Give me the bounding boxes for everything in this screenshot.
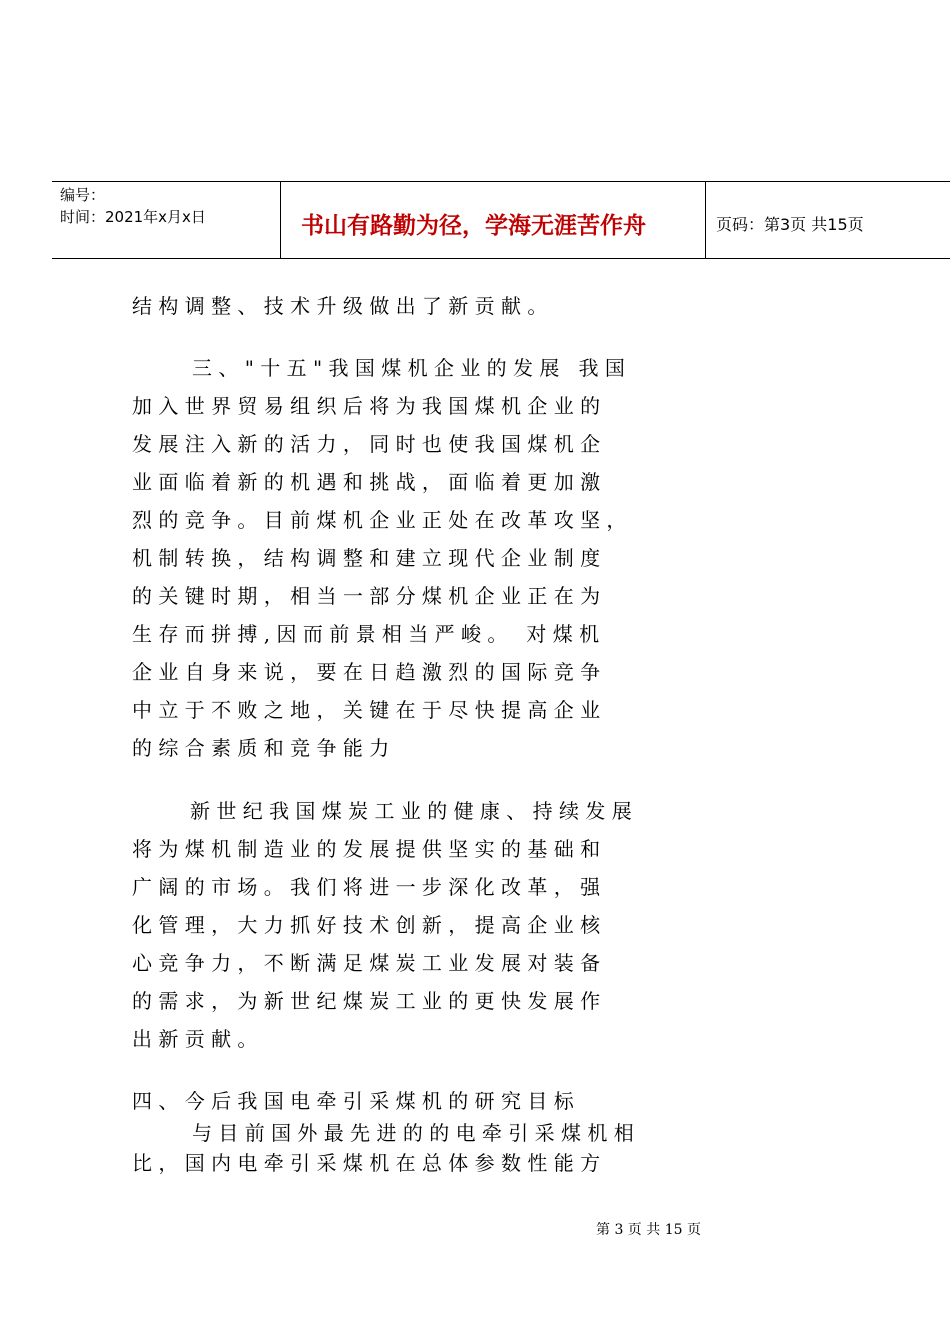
body-line: 加 入 世 界 贸 易 组 织 后 将 为 我 国 煤 机 企 业 的	[132, 394, 601, 418]
header-info-cell	[52, 182, 281, 258]
header-motto: 书山有路勤为径，学海无涯苦作舟	[301, 213, 646, 239]
body-line: 烈 的 竞 争 。 目 前 煤 机 企 业 正 处 在 改 革 攻 坚 ，	[132, 508, 627, 532]
body-line: 的 综 合 素 质 和 竞 争 能 力	[132, 736, 390, 760]
body-line: 机 制 转 换 ， 结 构 调 整 和 建 立 现 代 企 业 制 度	[132, 546, 601, 570]
body-line: 中 立 于 不 败 之 地 ， 关 键 在 于 尽 快 提 高 企 业	[132, 698, 601, 722]
body-line: 发 展 注 入 新 的 活 力 ， 同 时 也 使 我 国 煤 机 企	[132, 432, 601, 456]
body-line: 比 ， 国 内 电 牵 引 采 煤 机 在 总 体 参 数 性 能 方	[132, 1151, 601, 1175]
body-line: 与 目 前 国 外 最 先 进 的 的 电 牵 引 采 煤 机 相	[192, 1121, 634, 1145]
body-line: 结 构 调 整 、 技 术 升 级 做 出 了 新 贡 献 。	[132, 294, 548, 318]
body-line: 出 新 贡 献 。	[132, 1027, 258, 1051]
body-line: 业 面 临 着 新 的 机 遇 和 挑 战 ， 面 临 着 更 加 激	[132, 470, 601, 494]
body-line: 将 为 煤 机 制 造 业 的 发 展 提 供 坚 实 的 基 础 和	[132, 837, 601, 861]
document-number-label: 编号：	[60, 186, 106, 204]
body-line: 广 阔 的 市 场 。 我 们 将 进 一 步 深 化 改 革 ， 强	[132, 875, 601, 899]
document-header	[52, 181, 950, 259]
header-motto-cell	[281, 182, 706, 258]
body-line: 的 需 求 ， 为 新 世 纪 煤 炭 工 业 的 更 快 发 展 作	[132, 989, 601, 1013]
section-heading: 四 、 今 后 我 国 电 牵 引 采 煤 机 的 研 究 目 标	[132, 1089, 574, 1113]
body-line: 生 存 而 拼 搏 , 因 而 前 景 相 当 严 峻 。 对 煤 机	[132, 622, 600, 646]
body-line: 企 业 自 身 来 说 ， 要 在 日 趋 激 烈 的 国 际 竞 争	[132, 660, 601, 684]
body-line: 新 世 纪 我 国 煤 炭 工 业 的 健 康 、 持 续 发 展	[190, 799, 632, 823]
document-date-label: 时间：2021年x月x日	[60, 208, 206, 226]
body-line: 三 、 " 十 五 " 我 国 煤 机 企 业 的 发 展 我 国	[192, 356, 625, 380]
body-line: 心 竞 争 力 ， 不 断 满 足 煤 炭 工 业 发 展 对 装 备	[132, 951, 601, 975]
header-page-cell	[706, 182, 950, 258]
footer-page-number: 第 3 页 共 15 页	[596, 1222, 701, 1238]
body-line: 化 管 理 ， 大 力 抓 好 技 术 创 新 ， 提 高 企 业 核	[132, 913, 601, 937]
header-page-info: 页码：第3页 共15页	[716, 215, 864, 234]
body-line: 的 关 键 时 期 ， 相 当 一 部 分 煤 机 企 业 正 在 为	[132, 584, 601, 608]
